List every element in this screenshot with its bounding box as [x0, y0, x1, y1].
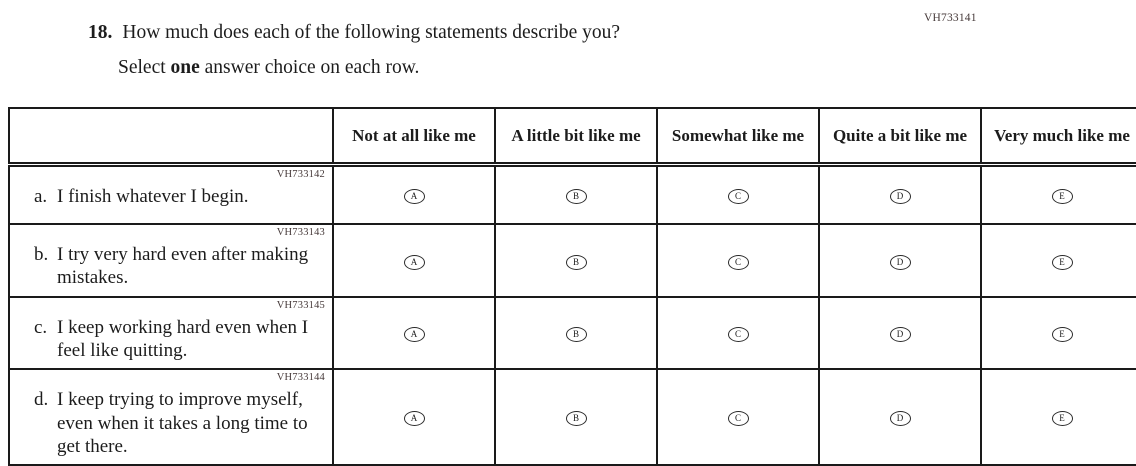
- radio-bubble-c-E[interactable]: E: [1052, 327, 1073, 342]
- question-number: 18.: [88, 22, 113, 43]
- header-row: [9, 108, 1136, 165]
- row-label: a.: [34, 186, 48, 207]
- question-instruction: [118, 57, 620, 79]
- option-cell-a1: [333, 165, 495, 225]
- option-cell-c1: [333, 297, 495, 369]
- instruction-bold-word: one: [170, 57, 200, 78]
- question-accession-code: VH733141: [924, 12, 977, 24]
- radio-bubble-d-A[interactable]: A: [404, 411, 425, 426]
- option-cell-b4: [819, 224, 981, 297]
- table-row-d: [9, 369, 1136, 465]
- radio-bubble-d-B[interactable]: B: [566, 411, 587, 426]
- option-cell-d4: [819, 369, 981, 465]
- table-row-b: [9, 224, 1136, 297]
- radio-bubble-d-E[interactable]: E: [1052, 411, 1073, 426]
- option-cell-d1: [333, 369, 495, 465]
- option-cell-a5: [981, 165, 1136, 225]
- radio-bubble-b-E[interactable]: E: [1052, 255, 1073, 270]
- radio-bubble-a-A[interactable]: A: [404, 189, 425, 204]
- radio-bubble-b-D[interactable]: D: [890, 255, 911, 270]
- table-row-c: [9, 297, 1136, 369]
- statement-cell-b: [9, 224, 333, 297]
- statement-cell-a: [9, 165, 333, 225]
- likert-table: [8, 107, 1136, 466]
- option-cell-b2: [495, 224, 657, 297]
- statement-cell-c: [9, 297, 333, 369]
- radio-bubble-a-D[interactable]: D: [890, 189, 911, 204]
- option-cell-c4: [819, 297, 981, 369]
- question-text: How much does each of the following statements describe you?: [122, 22, 621, 43]
- radio-bubble-c-B[interactable]: B: [566, 327, 587, 342]
- radio-bubble-c-A[interactable]: A: [404, 327, 425, 342]
- statement-text: I finish whatever I begin.: [57, 186, 249, 207]
- radio-bubble-b-A[interactable]: A: [404, 255, 425, 270]
- row-accession-code: VH733143: [276, 227, 325, 238]
- question-text-line: [88, 22, 620, 44]
- option-cell-d3: [657, 369, 819, 465]
- row-accession-code: VH733142: [276, 169, 325, 180]
- option-cell-d2: [495, 369, 657, 465]
- option-cell-b1: [333, 224, 495, 297]
- table-row-a: [9, 165, 1136, 225]
- row-label: d.: [34, 389, 49, 411]
- option-cell-b5: [981, 224, 1136, 297]
- row-accession-code: VH733144: [276, 372, 325, 384]
- instruction-prefix: Select: [118, 57, 171, 78]
- option-cell-c2: [495, 297, 657, 369]
- radio-bubble-c-D[interactable]: D: [890, 327, 911, 342]
- header-not-at-all: Not at all like me: [333, 108, 495, 165]
- header-quite-a-bit: Quite a bit like me: [819, 108, 981, 165]
- header-a-little-bit: A little bit like me: [495, 108, 657, 165]
- option-cell-a4: [819, 165, 981, 225]
- option-cell-c3: [657, 297, 819, 369]
- radio-bubble-a-B[interactable]: B: [566, 189, 587, 204]
- radio-bubble-b-B[interactable]: B: [566, 255, 587, 270]
- statement-text: I keep trying to improve myself, even when it takes a long time to get there.: [57, 389, 308, 457]
- statement-text: I keep working hard even when I feel like quitting.: [57, 317, 309, 362]
- header-very-much: Very much like me: [981, 108, 1136, 165]
- radio-bubble-b-C[interactable]: C: [728, 255, 749, 270]
- radio-bubble-d-C[interactable]: C: [728, 411, 749, 426]
- radio-bubble-a-E[interactable]: E: [1052, 189, 1073, 204]
- option-cell-a2: [495, 165, 657, 225]
- option-cell-a3: [657, 165, 819, 225]
- question-block: [88, 22, 620, 79]
- header-statement-cell: [9, 108, 333, 165]
- row-label: c.: [34, 317, 48, 338]
- instruction-suffix: answer choice on each row.: [199, 57, 420, 78]
- header-somewhat: Somewhat like me: [657, 108, 819, 165]
- option-cell-b3: [657, 224, 819, 297]
- radio-bubble-d-D[interactable]: D: [890, 411, 911, 426]
- radio-bubble-a-C[interactable]: C: [728, 189, 749, 204]
- row-accession-code: VH733145: [276, 300, 325, 311]
- row-label: b.: [34, 244, 49, 265]
- radio-bubble-c-C[interactable]: C: [728, 327, 749, 342]
- option-cell-d5: [981, 369, 1136, 465]
- statement-text: I try very hard even after making mistakes.: [57, 244, 309, 289]
- option-cell-c5: [981, 297, 1136, 369]
- statement-cell-d: [9, 369, 333, 465]
